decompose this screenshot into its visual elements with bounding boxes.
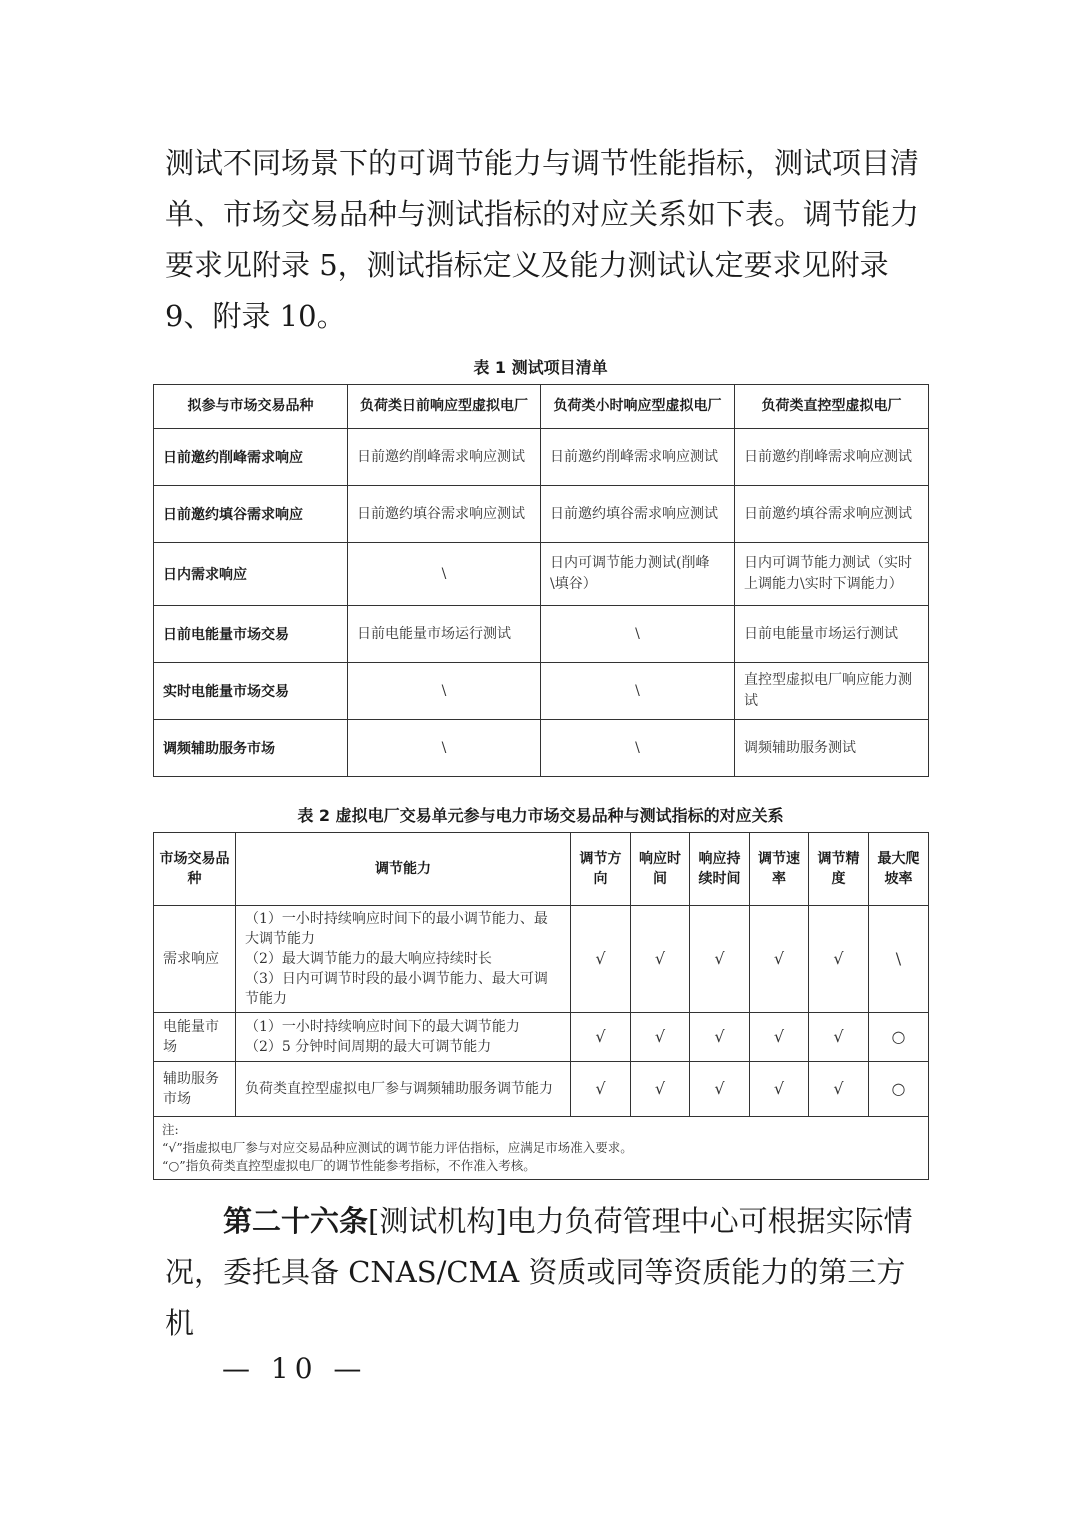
table2-header-duration: 响应持续时间 <box>690 833 750 906</box>
capability-item: （2）5 分钟时间周期的最大可调节能力 <box>245 1039 492 1055</box>
na-mark: \ <box>869 906 929 1013</box>
test-items-table <box>153 384 929 777</box>
table1-cell: 日前邀约削峰需求响应测试 <box>735 429 929 486</box>
check-mark: √ <box>690 1013 750 1062</box>
table2-header-market: 市场交易品种 <box>154 833 236 906</box>
table1-header-market: 拟参与市场交易品种 <box>154 385 348 429</box>
check-mark: √ <box>631 1062 690 1117</box>
page-number: — 10 — <box>222 1352 368 1385</box>
table1-cell: \ <box>541 606 735 663</box>
check-mark: √ <box>631 906 690 1013</box>
table2-header-precision: 调节精度 <box>809 833 869 906</box>
notes-title: 注: <box>162 1122 179 1137</box>
table2-caption: 表 2 虚拟电厂交易单元参与电力市场交易品种与测试指标的对应关系 <box>297 806 784 825</box>
capability-item: （2）最大调节能力的最大响应持续时长 <box>245 951 492 967</box>
table2-header-capability: 调节能力 <box>236 833 571 906</box>
capability-item: 负荷类直控型虚拟电厂参与调频辅助服务调节能力 <box>245 1081 553 1097</box>
table1-cell: 日内可调节能力测试（实时上调能力\实时下调能力） <box>735 543 929 606</box>
check-mark: √ <box>631 1013 690 1062</box>
note-line: “○”指负荷类直控型虚拟电厂的调节性能参考指标，不作准入考核。 <box>162 1158 536 1173</box>
table-row <box>154 543 929 606</box>
note-line: “√”指虚拟电厂参与对应交易品种应测试的调节能力评估指标，应满足市场准入要求。 <box>162 1140 633 1155</box>
table-row <box>154 1062 929 1117</box>
check-mark: √ <box>690 906 750 1013</box>
table1-row-label: 调频辅助服务市场 <box>154 720 348 777</box>
table2-capability <box>236 1062 571 1117</box>
table2-market: 辅助服务市场 <box>154 1062 236 1117</box>
check-mark: √ <box>809 1062 869 1117</box>
table1-header-hourly-vpp: 负荷类小时响应型虚拟电厂 <box>541 385 735 429</box>
check-mark: √ <box>750 906 809 1013</box>
table2-header-ramp: 最大爬坡率 <box>869 833 929 906</box>
article-26-paragraph <box>165 1196 925 1349</box>
table1-cell: 日内可调节能力测试(削峰\填谷） <box>541 543 735 606</box>
table1-cell: 直控型虚拟电厂响应能力测试 <box>735 663 929 720</box>
table2-market: 需求响应 <box>154 906 236 1013</box>
table2-notes <box>154 1117 929 1180</box>
table1-row-label: 日内需求响应 <box>154 543 348 606</box>
table1-header-row <box>154 385 929 429</box>
table1-row-label: 日前邀约削峰需求响应 <box>154 429 348 486</box>
table1-cell: \ <box>348 663 541 720</box>
table1-row-label: 实时电能量市场交易 <box>154 663 348 720</box>
capability-item: （3）日内可调节时段的最小调节能力、最大可调节能力 <box>245 971 548 1007</box>
table-row <box>154 486 929 543</box>
table-row <box>154 663 929 720</box>
table2-header-rate: 调节速率 <box>750 833 809 906</box>
intro-paragraph: 测试不同场景下的可调节能力与调节性能指标，测试项目清单、市场交易品种与测试指标的对应关系如下表。调节能力要求见附录 5，测试指标定义及能力测试认定要求见附录 9、附录 10。 <box>165 146 920 333</box>
check-mark: √ <box>809 1013 869 1062</box>
check-mark: √ <box>809 906 869 1013</box>
article-text: [测试机构]电力负荷管理中心可根据实际情况，委托具备 CNAS/CMA 资质或同等资质能力的第三方机 <box>165 1204 913 1340</box>
table1-cell: 日前邀约填谷需求响应测试 <box>348 486 541 543</box>
table-row <box>154 720 929 777</box>
table1-cell: \ <box>348 720 541 777</box>
table1-header-dayahead-vpp: 负荷类日前响应型虚拟电厂 <box>348 385 541 429</box>
table-row <box>154 1013 929 1062</box>
table1-cell: 调频辅助服务测试 <box>735 720 929 777</box>
table1-row-label: 日前电能量市场交易 <box>154 606 348 663</box>
circle-mark: ○ <box>869 1013 929 1062</box>
table1-cell: \ <box>541 663 735 720</box>
table2-market: 电能量市场 <box>154 1013 236 1062</box>
market-metrics-table <box>153 832 929 1180</box>
check-mark: √ <box>750 1062 809 1117</box>
table-row <box>154 606 929 663</box>
check-mark: √ <box>750 1013 809 1062</box>
table1-header-direct-vpp: 负荷类直控型虚拟电厂 <box>735 385 929 429</box>
table-row <box>154 906 929 1013</box>
table2-header-row <box>154 833 929 906</box>
table2-capability <box>236 1013 571 1062</box>
check-mark: √ <box>571 1013 631 1062</box>
table1-cell: 日前邀约削峰需求响应测试 <box>541 429 735 486</box>
table2-header-response-time: 响应时间 <box>631 833 690 906</box>
table1-row-label: 日前邀约填谷需求响应 <box>154 486 348 543</box>
table2-header-direction: 调节方向 <box>571 833 631 906</box>
table1-cell: 日前邀约填谷需求响应测试 <box>541 486 735 543</box>
table1-cell: 日前邀约填谷需求响应测试 <box>735 486 929 543</box>
table-row <box>154 429 929 486</box>
check-mark: √ <box>571 1062 631 1117</box>
table1-cell: 日前电能量市场运行测试 <box>348 606 541 663</box>
table2-capability <box>236 906 571 1013</box>
table2-notes-row <box>154 1117 929 1180</box>
capability-item: （1）一小时持续响应时间下的最小调节能力、最大调节能力 <box>245 911 548 947</box>
capability-item: （1）一小时持续响应时间下的最大调节能力 <box>245 1019 520 1035</box>
table1-cell: \ <box>541 720 735 777</box>
table1-caption: 表 1 测试项目清单 <box>473 358 608 377</box>
article-number: 第二十六条 <box>223 1204 369 1238</box>
circle-mark: ○ <box>869 1062 929 1117</box>
check-mark: √ <box>690 1062 750 1117</box>
check-mark: √ <box>571 906 631 1013</box>
table1-cell: \ <box>348 543 541 606</box>
table1-cell: 日前电能量市场运行测试 <box>735 606 929 663</box>
table1-cell: 日前邀约削峰需求响应测试 <box>348 429 541 486</box>
